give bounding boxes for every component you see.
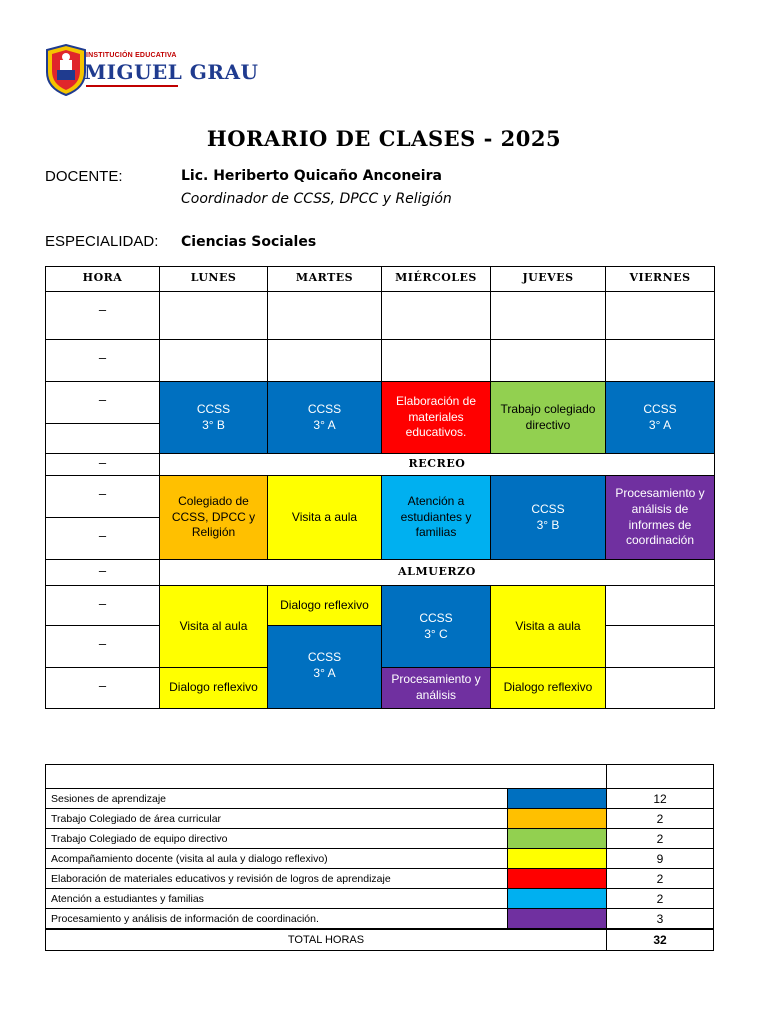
block-jueves-visita: Visita a aula: [490, 585, 606, 668]
block-miercoles-atencion: Atención a estudiantes y familias: [381, 475, 491, 560]
block-jueves-colegiado: Trabajo colegiado directivo: [490, 381, 606, 454]
block-miercoles-ccss: CCSS 3° C: [381, 585, 491, 668]
block-lunes-dialogo: Dialogo reflexivo: [159, 667, 268, 709]
empty-cell: [159, 291, 268, 340]
time-slot: –: [45, 517, 160, 560]
block-viernes-procesamiento: Procesamiento y análisis de informes de coordinación: [605, 475, 715, 560]
empty-cell: [605, 625, 715, 668]
total-label: TOTAL HORAS: [45, 929, 607, 951]
block-miercoles-procesamiento: Procesamiento y análisis: [381, 667, 491, 709]
legend-color-swatch: [507, 888, 607, 909]
time-slot: –: [45, 625, 160, 668]
time-slot: –: [45, 667, 160, 709]
institution-logo: [44, 44, 259, 96]
school-shield-icon: [44, 44, 88, 96]
legend-header-blank: [606, 764, 714, 789]
recreo-band: RECREO: [159, 453, 715, 476]
legend-color-swatch: [507, 868, 607, 889]
docente-role: Coordinador de CCSS, DPCC y Religión: [181, 191, 452, 207]
empty-cell: [381, 291, 491, 340]
block-martes-dialogo: Dialogo reflexivo: [267, 585, 382, 626]
block-viernes-ccss: CCSS 3° A: [605, 381, 715, 454]
block-martes-ccss-3a: CCSS 3° A: [267, 625, 382, 709]
time-slot: –: [45, 291, 160, 340]
legend-hours: 2: [606, 808, 714, 829]
block-miercoles-materiales: Elaboración de materiales educativos.: [381, 381, 491, 454]
header-lunes: LUNES: [159, 266, 268, 292]
legend-label: Procesamiento y análisis de información de coordinación.: [45, 908, 508, 929]
empty-cell: [605, 291, 715, 340]
docente-name: Lic. Heriberto Quicaño Anconeira: [181, 168, 442, 184]
legend-hours: 2: [606, 888, 714, 909]
legend-label: Trabajo Colegiado de área curricular: [45, 808, 508, 829]
empty-cell: [159, 339, 268, 382]
legend-hours: 12: [606, 788, 714, 809]
time-slot: –: [45, 381, 160, 424]
institution-name: MIGUEL GRAU: [84, 60, 259, 84]
block-lunes-ccss: CCSS 3° B: [159, 381, 268, 454]
legend-label: Elaboración de materiales educativos y revisión de logros de aprendizaje: [45, 868, 508, 889]
time-slot: –: [45, 475, 160, 518]
header-jueves: JUEVES: [490, 266, 606, 292]
empty-cell: [267, 339, 382, 382]
empty-cell: [381, 339, 491, 382]
legend-color-swatch: [507, 908, 607, 929]
header-miercoles: MIÉRCOLES: [381, 266, 491, 292]
header-martes: MARTES: [267, 266, 382, 292]
empty-cell: [605, 585, 715, 626]
logo-underline: [86, 85, 178, 87]
block-lunes-colegiado: Colegiado de CCSS, DPCC y Religión: [159, 475, 268, 560]
page-title: HORARIO DE CLASES - 2025: [206, 126, 562, 151]
legend-label: Atención a estudiantes y familias: [45, 888, 508, 909]
empty-cell: [605, 667, 715, 709]
time-slot: –: [45, 585, 160, 626]
block-jueves-ccss: CCSS 3° B: [490, 475, 606, 560]
legend-color-swatch: [507, 788, 607, 809]
block-jueves-dialogo: Dialogo reflexivo: [490, 667, 606, 709]
legend-hours: 9: [606, 848, 714, 869]
header-viernes: VIERNES: [605, 266, 715, 292]
legend-color-swatch: [507, 808, 607, 829]
legend-label: Acompañamiento docente (visita al aula y dialogo reflexivo): [45, 848, 508, 869]
institution-small-label: INSTITUCIÓN EDUCATIVA: [86, 52, 177, 59]
legend-color-swatch: [507, 828, 607, 849]
docente-label: DOCENTE:: [45, 168, 123, 185]
almuerzo-band: ALMUERZO: [159, 559, 715, 586]
empty-cell: [605, 339, 715, 382]
block-martes-visita: Visita a aula: [267, 475, 382, 560]
legend-header-blank: [45, 764, 607, 789]
empty-cell: [490, 291, 606, 340]
especialidad-label: ESPECIALIDAD:: [45, 233, 159, 250]
header-hora: HORA: [45, 266, 160, 292]
especialidad-value: Ciencias Sociales: [181, 234, 317, 250]
legend-label: Trabajo Colegiado de equipo directivo: [45, 828, 508, 849]
time-slot: –: [45, 559, 160, 586]
block-martes-ccss: CCSS 3° A: [267, 381, 382, 454]
time-slot-empty: [45, 423, 160, 454]
schedule-table: [45, 266, 715, 709]
legend-hours: 2: [606, 868, 714, 889]
empty-cell: [267, 291, 382, 340]
time-slot: –: [45, 453, 160, 476]
legend-label: Sesiones de aprendizaje: [45, 788, 508, 809]
time-slot: –: [45, 339, 160, 382]
legend-color-swatch: [507, 848, 607, 869]
legend-hours: 3: [606, 908, 714, 929]
empty-cell: [490, 339, 606, 382]
total-value: 32: [606, 929, 714, 951]
legend-hours: 2: [606, 828, 714, 849]
block-lunes-visita: Visita al aula: [159, 585, 268, 668]
